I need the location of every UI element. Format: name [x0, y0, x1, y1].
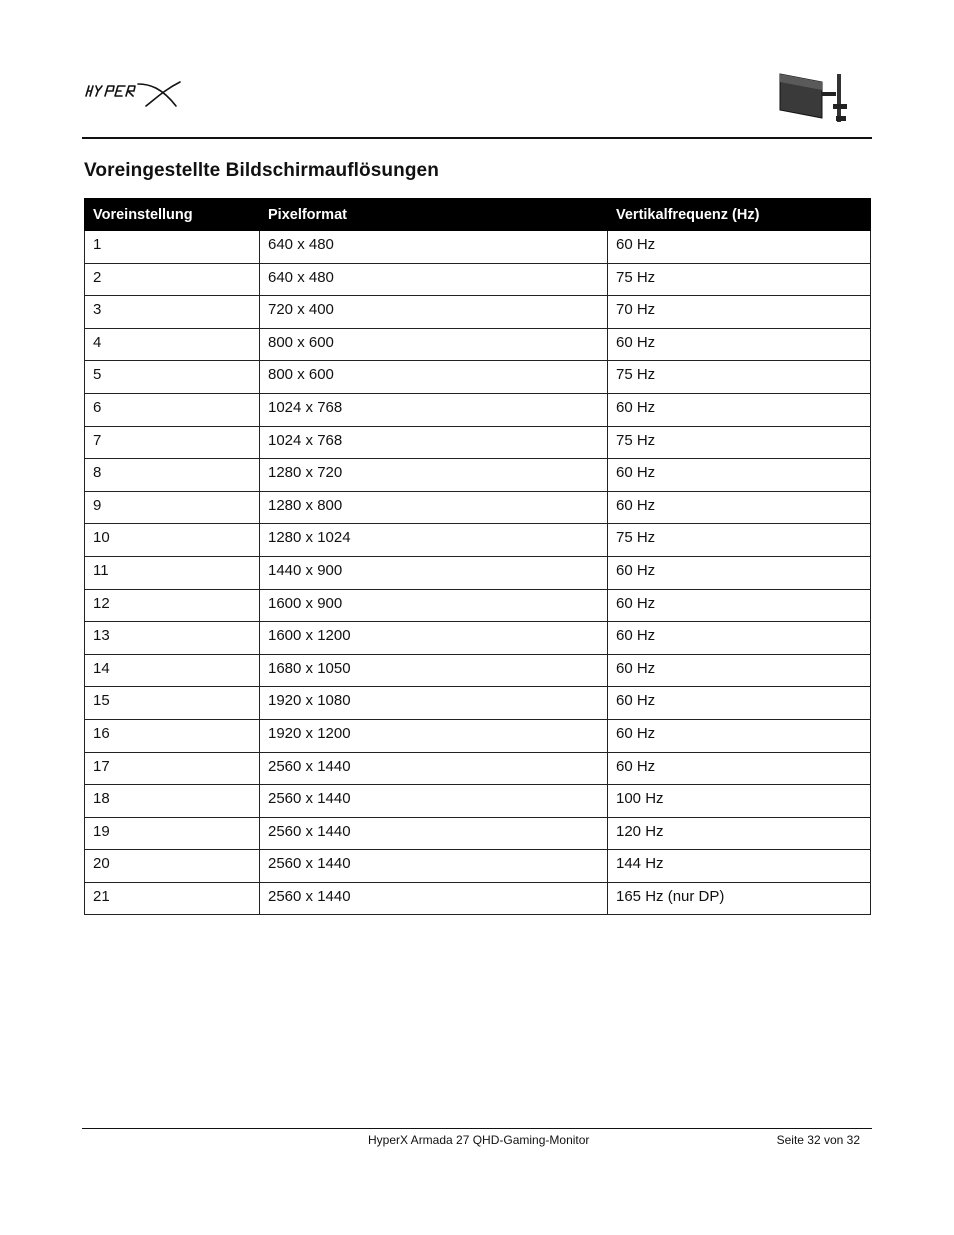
cell-preset: 21 [85, 882, 260, 915]
table-header-row [85, 199, 871, 231]
cell-preset: 3 [85, 296, 260, 329]
cell-vertical-frequency: 75 Hz [608, 426, 871, 459]
cell-vertical-frequency: 144 Hz [608, 850, 871, 883]
cell-preset: 10 [85, 524, 260, 557]
cell-pixel-format: 640 x 480 [260, 231, 608, 264]
cell-preset: 1 [85, 231, 260, 264]
cell-preset: 7 [85, 426, 260, 459]
cell-preset: 15 [85, 687, 260, 720]
cell-vertical-frequency: 75 Hz [608, 263, 871, 296]
cell-pixel-format: 1600 x 1200 [260, 622, 608, 655]
cell-preset: 5 [85, 361, 260, 394]
cell-pixel-format: 1600 x 900 [260, 589, 608, 622]
cell-pixel-format: 1680 x 1050 [260, 654, 608, 687]
cell-preset: 17 [85, 752, 260, 785]
cell-pixel-format: 2560 x 1440 [260, 817, 608, 850]
cell-pixel-format: 800 x 600 [260, 361, 608, 394]
table-row [85, 426, 871, 459]
table-row [85, 687, 871, 720]
table-row [85, 654, 871, 687]
table-row [85, 817, 871, 850]
cell-preset: 12 [85, 589, 260, 622]
column-header-preset: Voreinstellung [85, 199, 260, 231]
cell-pixel-format: 1920 x 1200 [260, 719, 608, 752]
table-row [85, 850, 871, 883]
cell-preset: 18 [85, 785, 260, 818]
table-body [85, 231, 871, 915]
cell-pixel-format: 800 x 600 [260, 328, 608, 361]
cell-pixel-format: 2560 x 1440 [260, 850, 608, 883]
cell-pixel-format: 2560 x 1440 [260, 882, 608, 915]
cell-pixel-format: 1280 x 720 [260, 459, 608, 492]
table-row [85, 556, 871, 589]
table-row [85, 524, 871, 557]
table-row [85, 328, 871, 361]
section-title: Voreingestellte Bildschirmauflösungen [84, 160, 439, 181]
column-header-pixel-format: Pixelformat [260, 199, 608, 231]
cell-vertical-frequency: 60 Hz [608, 719, 871, 752]
table-row [85, 296, 871, 329]
cell-pixel-format: 2560 x 1440 [260, 752, 608, 785]
cell-pixel-format: 1024 x 768 [260, 393, 608, 426]
cell-vertical-frequency: 165 Hz (nur DP) [608, 882, 871, 915]
cell-preset: 6 [85, 393, 260, 426]
cell-vertical-frequency: 60 Hz [608, 654, 871, 687]
cell-vertical-frequency: 100 Hz [608, 785, 871, 818]
cell-vertical-frequency: 75 Hz [608, 361, 871, 394]
table-row [85, 263, 871, 296]
table-row [85, 491, 871, 524]
cell-preset: 16 [85, 719, 260, 752]
cell-preset: 4 [85, 328, 260, 361]
cell-preset: 8 [85, 459, 260, 492]
preset-resolutions-table [84, 198, 871, 915]
column-header-vertical-frequency: Vertikalfrequenz (Hz) [608, 199, 871, 231]
cell-vertical-frequency: 60 Hz [608, 589, 871, 622]
cell-vertical-frequency: 60 Hz [608, 231, 871, 264]
cell-preset: 19 [85, 817, 260, 850]
table-row [85, 459, 871, 492]
footer-document-title: HyperX Armada 27 QHD-Gaming-Monitor [368, 1133, 590, 1147]
cell-pixel-format: 1280 x 1024 [260, 524, 608, 557]
table-row [85, 589, 871, 622]
table-row [85, 785, 871, 818]
cell-vertical-frequency: 60 Hz [608, 752, 871, 785]
table-row [85, 231, 871, 264]
cell-vertical-frequency: 60 Hz [608, 459, 871, 492]
cell-vertical-frequency: 60 Hz [608, 622, 871, 655]
cell-vertical-frequency: 60 Hz [608, 491, 871, 524]
cell-preset: 20 [85, 850, 260, 883]
cell-vertical-frequency: 60 Hz [608, 556, 871, 589]
cell-vertical-frequency: 60 Hz [608, 328, 871, 361]
cell-pixel-format: 1024 x 768 [260, 426, 608, 459]
table-row [85, 719, 871, 752]
table-row [85, 752, 871, 785]
footer-page-number: Seite 32 von 32 [776, 1133, 860, 1147]
cell-pixel-format: 1440 x 900 [260, 556, 608, 589]
cell-preset: 11 [85, 556, 260, 589]
table-row [85, 393, 871, 426]
cell-preset: 9 [85, 491, 260, 524]
cell-pixel-format: 1920 x 1080 [260, 687, 608, 720]
cell-vertical-frequency: 70 Hz [608, 296, 871, 329]
table-row [85, 361, 871, 394]
table-row [85, 882, 871, 915]
table-row [85, 622, 871, 655]
cell-vertical-frequency: 120 Hz [608, 817, 871, 850]
cell-preset: 14 [85, 654, 260, 687]
footer-divider [82, 1128, 872, 1129]
cell-vertical-frequency: 60 Hz [608, 393, 871, 426]
cell-pixel-format: 1280 x 800 [260, 491, 608, 524]
header-divider [82, 137, 872, 139]
cell-pixel-format: 720 x 400 [260, 296, 608, 329]
cell-vertical-frequency: 60 Hz [608, 687, 871, 720]
cell-pixel-format: 640 x 480 [260, 263, 608, 296]
cell-preset: 13 [85, 622, 260, 655]
cell-pixel-format: 2560 x 1440 [260, 785, 608, 818]
monitor-arm-illustration [776, 70, 856, 126]
cell-preset: 2 [85, 263, 260, 296]
cell-vertical-frequency: 75 Hz [608, 524, 871, 557]
hyperx-logo [84, 76, 184, 114]
